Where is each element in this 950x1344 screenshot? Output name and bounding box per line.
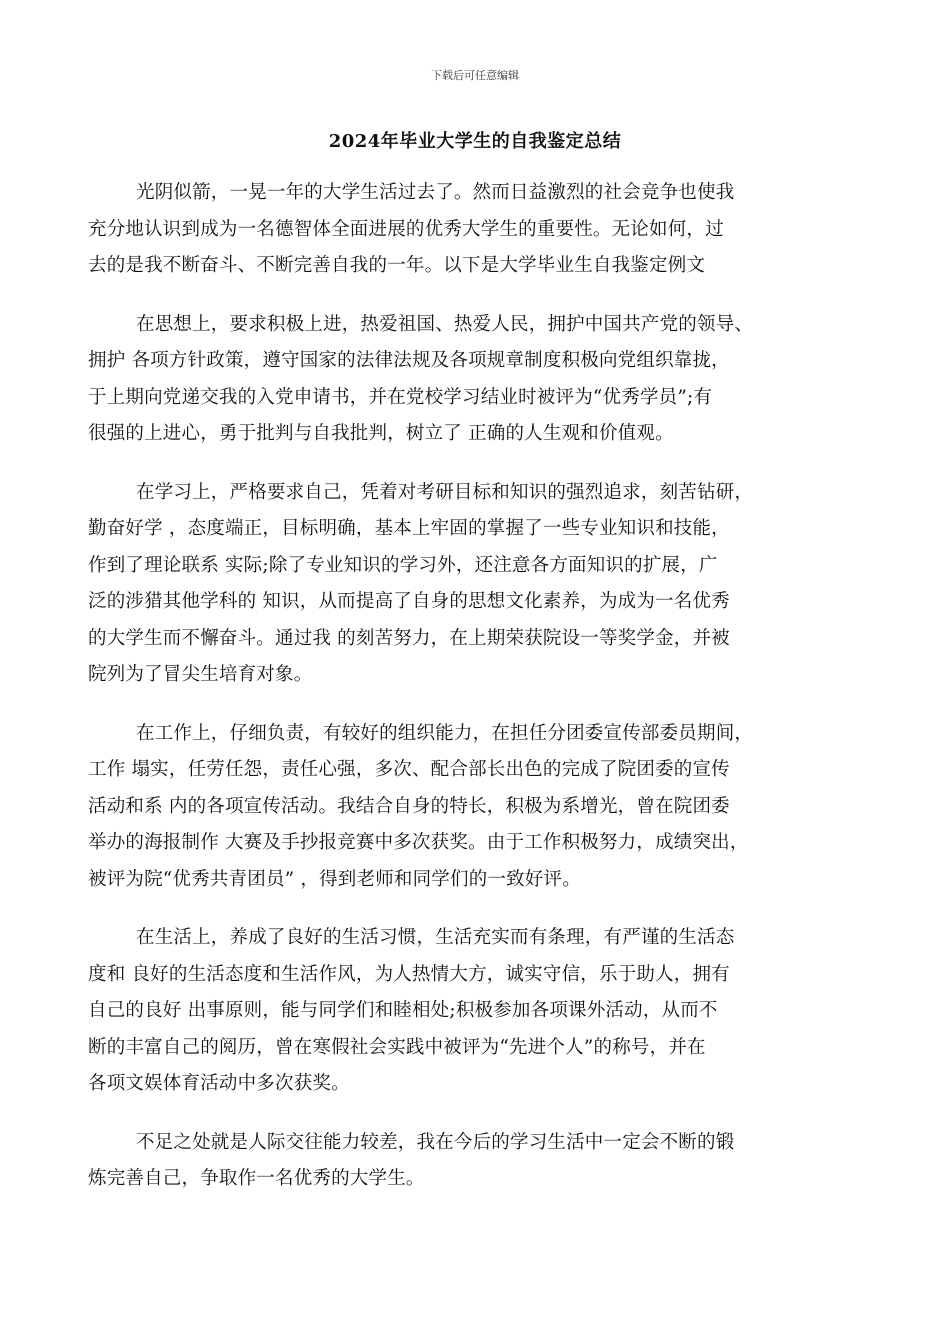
paragraph-line: 活动和系 内的各项宣传活动。我结合自身的特长，积极为系增光，曾在院团委 [88,795,730,817]
paragraph-line: 度和 良好的生活态度和生活作风，为人热情大方，诚实守信，乐于助人，拥有 [88,963,730,985]
paragraph-line: 充分地认识到成为一名德智体全面进展的优秀大学生的重要性。无论如何，过 [88,218,724,240]
paragraph-line: 泛的涉猎其他学科的 知识，从而提高了自身的思想文化素养，为成为一名优秀 [88,591,730,612]
paragraph-work [88,716,868,899]
paragraph-line: 在学习上，严格要求自己，凭着对考研目标和知识的强烈追求，刻苦钻研， [136,481,754,503]
paragraph-line: 勤奋好学 ，态度端正，目标明确，基本上牢固的掌握了一些专业知识和技能， [88,518,730,539]
paragraph-ideology [88,307,868,453]
paragraph-line: 光阴似箭，一晃一年的大学生活过去了。然而日益激烈的社会竞争也使我 [136,182,735,203]
paragraph-line: 作到了理论联系 实际;除了专业知识的学习外，还注意各方面知识的扩展，广 [88,554,718,576]
paragraph-line: 在思想上，要求积极上进，热爱祖国、热爱人民，拥护中国共产党的领导、 [136,313,754,335]
paragraph-line: 炼完善自己，争取作一名优秀的大学生。 [88,1168,425,1189]
paragraph-line: 各项文娱体育活动中多次获奖。 [88,1073,350,1094]
page-header: 下载后可任意编辑 [431,69,519,82]
paragraph-line: 自己的良好 出事原则，能与同学们和睦相处;积极参加各项课外活动，从而不 [88,1000,718,1021]
paragraph-intro [88,175,868,285]
paragraph-line: 的大学生而不懈奋斗。通过我 的刻苦努力，在上期荣获院设一等奖学金，并被 [88,627,730,649]
paragraph-line: 举办的海报制作 大赛及手抄报竞赛中多次获奖。由于工作积极努力，成绩突出， [88,832,749,853]
paragraph-line: 在工作上，仔细负责，有较好的组织能力，在担任分团委宣传部委员期间， [136,722,754,744]
paragraph-line: 去的是我不断奋斗、不断完善自我的一年。以下是大学毕业生自我鉴定例文 [88,255,706,276]
paragraph-line: 不足之处就是人际交往能力较差，我在今后的学习生活中一定会不断的锻 [136,1131,735,1153]
paragraph-line: 于上期向党递交我的入党申请书，并在党校学习结业时被评为“优秀学员”;有 [88,386,713,408]
paragraph-line: 被评为院“优秀共青团员” ，得到老师和同学们的一致好评。 [88,868,581,890]
paragraph-line: 很强的上进心，勇于批判与自我批判，树立了 正确的人生观和价值观。 [88,423,674,444]
paragraph-line: 拥护 各项方针政策，遵守国家的法律法规及各项规章制度积极向党组织靠拢， [88,350,730,371]
paragraph-life [88,920,868,1103]
document-body [88,175,868,1220]
document-title: 2024年毕业大学生的自我鉴定总结 [328,131,622,152]
paragraph-line: 工作 塌实，任劳任怨，责任心强，多次、配合部长出色的完成了院团委的宣传 [88,759,730,780]
paragraph-shortcomings [88,1125,868,1198]
paragraph-line: 在生活上，养成了良好的生活习惯，生活充实而有条理，有严谨的生活态 [136,927,735,948]
paragraph-line: 断的丰富自己的阅历，曾在寒假社会实践中被评为“先进个人”的称号，并在 [88,1036,706,1058]
paragraph-study [88,475,868,694]
paragraph-line: 院列为了冒尖生培育对象。 [88,664,313,685]
